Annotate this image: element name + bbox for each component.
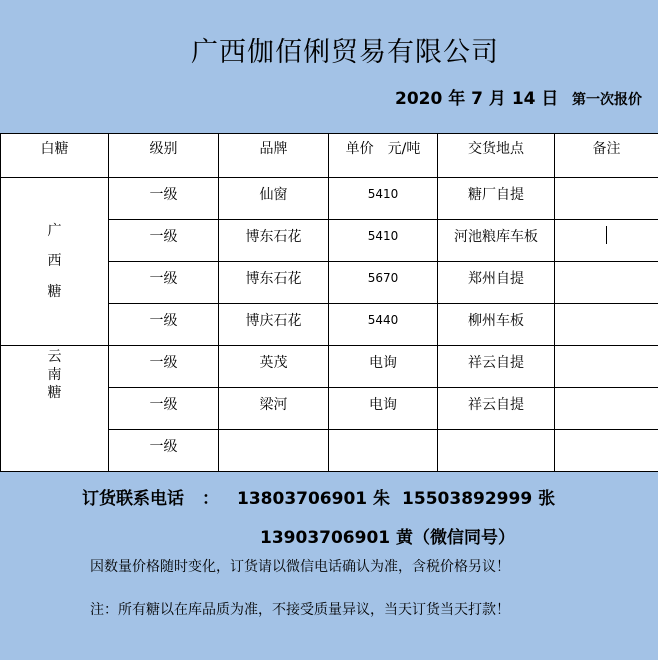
column-header: 级别 [109,134,219,178]
brand-cell: 博东石花 [219,220,329,262]
remark-cell[interactable] [555,346,658,388]
brand-cell: 仙窗 [219,178,329,220]
column-header: 备注 [555,134,658,178]
phone-huang: 13903706901 黄（微信同号） [260,528,516,548]
header-banner [0,0,658,133]
region-cell-guangxi [1,178,109,346]
price-notice: 因数量价格随时变化，订货请以微信电话确认为准，含税价格另议！ [90,559,510,575]
place-cell [438,430,555,472]
quality-notice: 注：所有糖以在库品质为准，不接受质量异议，当天订货当天打款！ [90,602,510,618]
contact-colon: ： [202,489,219,509]
remark-cell[interactable] [555,178,658,220]
brand-cell: 博庆石花 [219,304,329,346]
region-char: 糖 [47,283,62,300]
place-cell: 祥云自提 [438,346,555,388]
grade-cell: 一级 [109,430,219,472]
table-header-row [1,134,658,178]
grade-cell: 一级 [109,220,219,262]
place-cell: 祥云自提 [438,388,555,430]
grade-cell: 一级 [109,346,219,388]
remark-cell[interactable] [555,262,658,304]
phone-zhu: 13803706901 朱 [237,489,391,509]
place-cell: 郑州自提 [438,262,555,304]
grade-cell: 一级 [109,304,219,346]
region-cell-yunnan [1,346,109,472]
region-char: 云 [47,349,62,365]
place-cell: 柳州车板 [438,304,555,346]
brand-cell: 博东石花 [219,262,329,304]
price-cell: 5440 [329,304,438,346]
price-cell [329,430,438,472]
grade-cell: 一级 [109,388,219,430]
footer-banner [0,472,658,660]
price-cell: 5670 [329,262,438,304]
column-header: 白糖 [1,134,109,178]
price-table [0,133,658,472]
brand-cell: 梁河 [219,388,329,430]
price-cell: 5410 [329,178,438,220]
contact-label: 订货联系电话 [82,489,184,509]
table-row [1,178,658,220]
column-header: 交货地点 [438,134,555,178]
remark-cell[interactable] [555,388,658,430]
company-title: 广西伽佰俐贸易有限公司 [191,37,499,68]
contact-line-1 [82,484,555,509]
region-char: 糖 [47,385,62,402]
price-cell: 电询 [329,346,438,388]
remark-cell[interactable] [555,304,658,346]
price-cell: 电询 [329,388,438,430]
place-cell: 糖厂自提 [438,178,555,220]
phone-zhang: 15503892999 张 [402,489,556,509]
region-char: 南 [47,367,62,384]
price-cell: 5410 [329,220,438,262]
quote-date: 2020 年 7 月 14 日 [395,89,559,109]
text-cursor [606,226,607,244]
quote-note: 第一次报价 [572,92,642,108]
remark-cell[interactable] [555,430,658,472]
brand-cell: 英茂 [219,346,329,388]
remark-cell-active[interactable] [555,220,658,262]
region-char: 广 [47,223,62,240]
grade-cell: 一级 [109,262,219,304]
grade-cell: 一级 [109,178,219,220]
brand-cell [219,430,329,472]
region-char: 西 [47,253,62,270]
place-cell: 河池粮库车板 [438,220,555,262]
table-row [1,346,658,388]
date-line [395,84,642,109]
column-header: 单价 元/吨 [329,134,438,178]
column-header: 品牌 [219,134,329,178]
